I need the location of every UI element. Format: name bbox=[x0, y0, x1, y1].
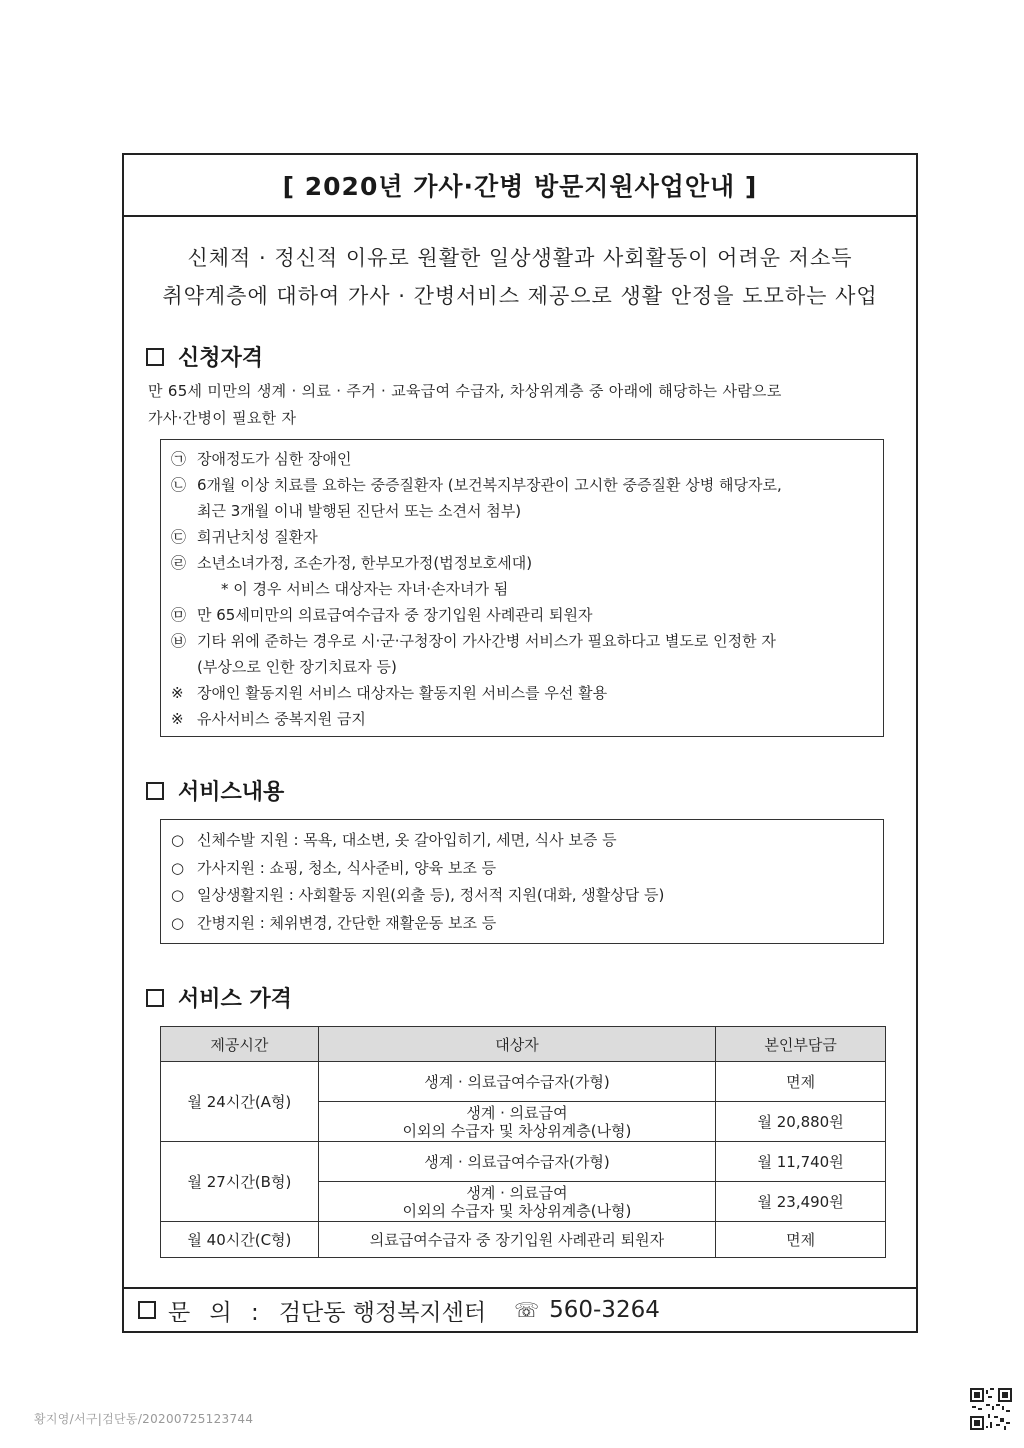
criteria-item bbox=[171, 628, 873, 654]
criteria-marker: ㉥ bbox=[171, 632, 187, 650]
criteria-text: 장애정도가 심한 장애인 bbox=[197, 450, 352, 468]
services-box bbox=[160, 819, 884, 944]
criteria-item bbox=[171, 602, 873, 628]
time-cell: 월 40시간(C형) bbox=[161, 1222, 319, 1258]
table-header-row bbox=[161, 1027, 886, 1062]
circle-bullet-icon: ○ bbox=[171, 886, 185, 904]
criteria-marker: ㉢ bbox=[171, 528, 187, 546]
reference-mark-icon: ※ bbox=[171, 684, 184, 702]
pricing-heading-label: 서비스 가격 bbox=[178, 987, 292, 1012]
service-text: 일상생활지원 : 사회활동 지원(외출 등), 정서적 지원(대화, 생활상담 등) bbox=[197, 886, 665, 904]
service-item bbox=[171, 855, 873, 883]
service-item bbox=[171, 827, 873, 855]
target-cell bbox=[318, 1182, 715, 1222]
eligibility-description bbox=[148, 378, 918, 432]
reference-mark-icon: ※ bbox=[171, 710, 184, 728]
square-outline-icon bbox=[146, 989, 164, 1007]
page-title: [ 2020년 가사·간병 방문지원사업안내 ] bbox=[124, 155, 916, 217]
criteria-continuation: (부상으로 인한 장기치료자 등) bbox=[197, 658, 397, 676]
target-cell: 생계 · 의료급여수급자(가형) bbox=[318, 1142, 715, 1182]
criteria-marker: ㉤ bbox=[171, 606, 187, 624]
criteria-text: 희귀난치성 질환자 bbox=[197, 528, 318, 546]
eligibility-criteria-box bbox=[160, 439, 884, 737]
criteria-item bbox=[171, 524, 873, 550]
contact-label: 문 의 : bbox=[168, 1299, 265, 1326]
criteria-note-item bbox=[171, 706, 873, 732]
circle-bullet-icon: ○ bbox=[171, 858, 185, 877]
eligibility-text-line: 가사·간병이 필요한 자 bbox=[148, 409, 297, 427]
criteria-text: 6개월 이상 치료를 요하는 중증질환자 (보건복지부장관이 고시한 중증질환 상병 해당자로, bbox=[197, 476, 782, 494]
service-text: 간병지원 : 체위변경, 간단한 재활운동 보조 등 bbox=[197, 913, 497, 932]
fee-cell: 월 23,490원 bbox=[716, 1182, 886, 1222]
column-header: 본인부담금 bbox=[716, 1027, 886, 1062]
table-row bbox=[161, 1222, 886, 1258]
services-heading-label: 서비스내용 bbox=[178, 780, 285, 805]
services-heading bbox=[146, 775, 284, 806]
service-text: 가사지원 : 쇼핑, 청소, 식사준비, 양육 보조 등 bbox=[197, 858, 497, 877]
contact-office: 검단동 행정복지센터 bbox=[278, 1299, 487, 1326]
fee-cell: 면제 bbox=[716, 1222, 886, 1258]
time-cell: 월 24시간(A형) bbox=[161, 1062, 319, 1142]
criteria-item bbox=[171, 550, 873, 576]
note-text: 장애인 활동지원 서비스 대상자는 활동지원 서비스를 우선 활용 bbox=[197, 684, 608, 702]
table-row bbox=[161, 1062, 886, 1102]
service-text: 신체수발 지원 : 목욕, 대소변, 옷 갈아입히기, 세면, 식사 보증 등 bbox=[197, 831, 617, 849]
column-header: 대상자 bbox=[318, 1027, 715, 1062]
square-outline-icon bbox=[138, 1301, 156, 1319]
criteria-text: 기타 위에 준하는 경우로 시·군·구청장이 가사간병 서비스가 필요하다고 별도로 인정한 자 bbox=[197, 632, 776, 650]
column-header: 제공시간 bbox=[161, 1027, 319, 1062]
eligibility-text-line: 만 65세 미만의 생계 · 의료 · 주거 · 교육급여 수급자, 차상위계층 중 아래에 해당하는 사람으로 bbox=[148, 382, 782, 400]
note-text: 유사서비스 중복지원 금지 bbox=[197, 710, 366, 728]
target-cell: 의료급여수급자 중 장기입원 사례관리 퇴원자 bbox=[318, 1222, 715, 1258]
circle-bullet-icon: ○ bbox=[171, 831, 185, 849]
criteria-marker: ㉣ bbox=[171, 554, 187, 572]
criteria-item bbox=[171, 446, 873, 472]
target-line: 이외의 수급자 및 차상위계층(나형) bbox=[402, 1121, 632, 1140]
target-line: 이외의 수급자 및 차상위계층(나형) bbox=[402, 1201, 632, 1220]
eligibility-heading-label: 신청자격 bbox=[178, 346, 264, 371]
target-cell: 생계 · 의료급여수급자(가형) bbox=[318, 1062, 715, 1102]
contact-phone: 560-3264 bbox=[549, 1297, 660, 1323]
fee-cell: 월 20,880원 bbox=[716, 1102, 886, 1142]
square-outline-icon bbox=[146, 348, 164, 366]
intro-text bbox=[124, 239, 916, 315]
criteria-text: 소년소녀가정, 조손가정, 한부모가정(법정보호세대) bbox=[197, 554, 533, 572]
document-stamp: 황지영/서구|검단동/20200725123744 bbox=[34, 1412, 254, 1426]
target-cell bbox=[318, 1102, 715, 1142]
criteria-marker: ㉠ bbox=[171, 450, 187, 468]
intro-line: 취약계층에 대하여 가사 · 간병서비스 제공으로 생활 안정을 도모하는 사업 bbox=[162, 284, 878, 308]
contact-bar bbox=[124, 1287, 916, 1331]
qr-code-icon bbox=[970, 1388, 1012, 1430]
intro-line: 신체적 · 정신적 이유로 원활한 일상생활과 사회활동이 어려운 저소득 bbox=[187, 246, 853, 270]
pricing-table bbox=[160, 1026, 886, 1258]
service-item bbox=[171, 882, 873, 910]
target-line: 생계 · 의료급여 bbox=[466, 1103, 568, 1122]
time-cell: 월 27시간(B형) bbox=[161, 1142, 319, 1222]
criteria-item bbox=[171, 472, 873, 498]
notice-frame bbox=[122, 153, 918, 1333]
table-row bbox=[161, 1142, 886, 1182]
square-outline-icon bbox=[146, 782, 164, 800]
pricing-heading bbox=[146, 982, 292, 1013]
circle-bullet-icon: ○ bbox=[171, 913, 185, 932]
fee-cell: 월 11,740원 bbox=[716, 1142, 886, 1182]
criteria-text: 만 65세미만의 의료급여수급자 중 장기입원 사례관리 퇴원자 bbox=[197, 606, 593, 624]
criteria-note-item bbox=[171, 680, 873, 706]
fee-cell: 면제 bbox=[716, 1062, 886, 1102]
telephone-icon: ☏ bbox=[514, 1298, 540, 1322]
service-item bbox=[171, 910, 873, 938]
criteria-continuation: 최근 3개월 이내 발행된 진단서 또는 소견서 첨부) bbox=[197, 502, 522, 520]
criteria-note: * 이 경우 서비스 대상자는 자녀·손자녀가 됨 bbox=[221, 580, 509, 598]
criteria-marker: ㉡ bbox=[171, 476, 187, 494]
eligibility-heading bbox=[146, 341, 263, 372]
target-line: 생계 · 의료급여 bbox=[466, 1183, 568, 1202]
